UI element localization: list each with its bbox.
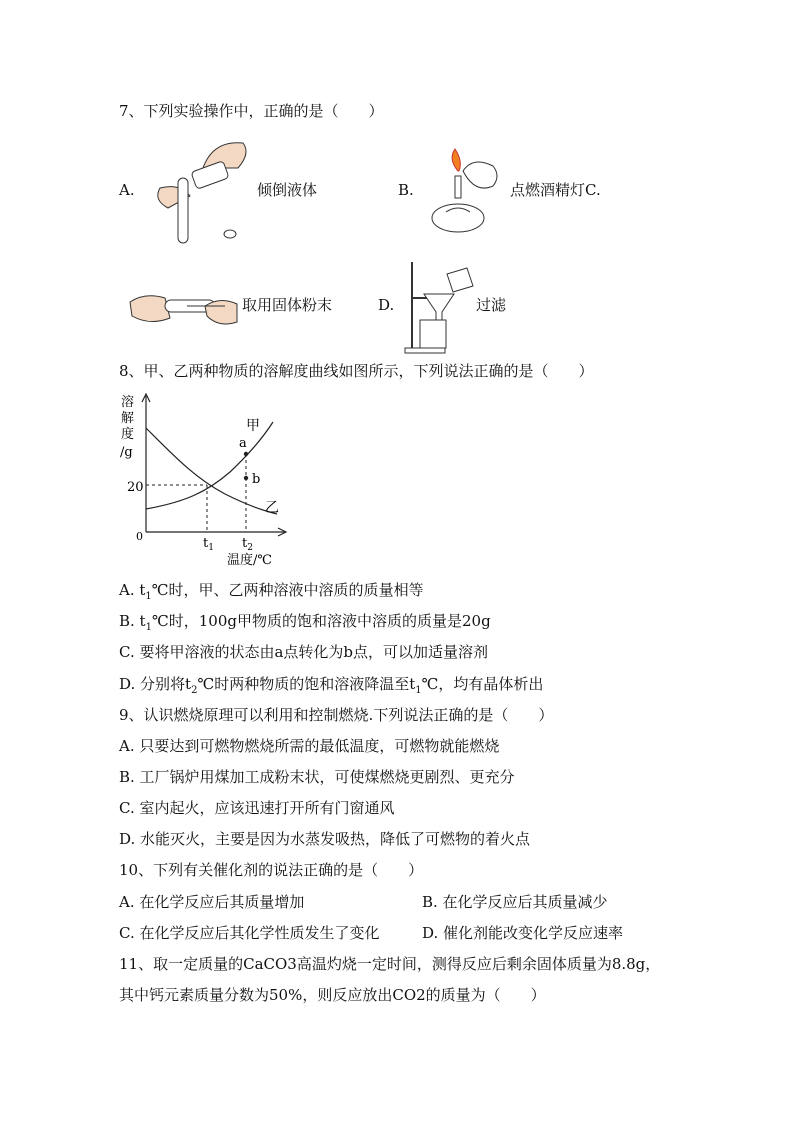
- y-label-char-4: /g: [120, 445, 133, 460]
- y-label-char-1: 溶: [121, 395, 135, 410]
- origin-label: 0: [136, 530, 143, 543]
- point-b-label: b: [252, 472, 261, 487]
- pour-liquid-image: [148, 138, 253, 248]
- y-label-char-3: 度: [121, 427, 135, 442]
- point-a-label: a: [239, 436, 247, 451]
- q10-option-b: B. 在化学反应后其质量减少: [422, 893, 608, 911]
- q9-option-b: B. 工厂锅炉用煤加工成粉末状，可使煤燃烧更剧烈、更充分: [119, 768, 515, 786]
- filtration-setup-image: [402, 258, 477, 354]
- q9-option-d: D. 水能灭火，主要是因为水蒸发吸热，降低了可燃物的着火点: [119, 830, 531, 848]
- q9-option-c: C. 室内起火，应该迅速打开所有门窗通风: [119, 799, 395, 817]
- q7-option-a-letter: A.: [119, 181, 135, 199]
- q7-option-a-text: 倾倒液体: [257, 181, 318, 199]
- q7-option-d-text: 过滤: [476, 296, 507, 314]
- q7-option-c-text: 取用固体粉末: [242, 296, 333, 314]
- q10-option-c: C. 在化学反应后其化学性质发生了变化: [119, 924, 380, 942]
- q8-option-b: B. $t_1℃$时，100g甲物质的饱和溶液中溶质的质量是20g: [119, 612, 491, 633]
- take-solid-powder-image: [127, 288, 239, 330]
- x-axis-label: 温度/℃: [227, 553, 272, 568]
- curve-yi: [146, 428, 277, 514]
- q11-line-2: 其中钙元素质量分数为50%，则反应放出CO2的质量为（ ）: [119, 986, 546, 1004]
- q8-option-c: C. 要将甲溶液的状态由a点转化为b点，可以加适量溶剂: [119, 643, 489, 661]
- light-alcohol-lamp-image: [428, 146, 508, 238]
- point-a: [244, 452, 248, 456]
- q9-stem: 9、认识燃烧原理可以利用和控制燃烧.下列说法正确的是（ ）: [119, 706, 554, 724]
- q8-stem: 8、甲、乙两种物质的溶解度曲线如图所示，下列说法正确的是（ ）: [119, 362, 594, 380]
- q10-stem: 10、下列有关催化剂的说法正确的是（ ）: [119, 861, 424, 879]
- y-tick-20: 20: [127, 480, 144, 495]
- x-tick-t2: $t_2$: [242, 536, 253, 553]
- q8-option-d: D. 分别将$t_2℃$时两种物质的饱和溶液降温至$t_1℃$，均有晶体析出: [119, 675, 544, 696]
- x-tick-t1: $t_1$: [203, 536, 214, 553]
- point-b: [244, 476, 248, 480]
- q9-option-a: A. 只要达到可燃物燃烧所需的最低温度，可燃物就能燃烧: [119, 737, 500, 755]
- curve-jia: [146, 422, 273, 509]
- q10-option-d: D. 催化剂能改变化学反应速率: [422, 924, 624, 942]
- q7-option-b-text: 点燃酒精灯C.: [510, 181, 601, 199]
- q7-option-d-letter: D.: [378, 296, 395, 314]
- curve-jia-label: 甲: [246, 418, 260, 434]
- q11-line-1: 11、取一定质量的CaCO3高温灼烧一定时间，测得反应后剩余固体质量为8.8g，: [119, 955, 661, 973]
- q7-option-b-letter: B.: [398, 181, 414, 199]
- q8-option-a: A. $t_1℃$时，甲、乙两种溶液中溶质的质量相等: [119, 581, 424, 602]
- solubility-curve-graph: [115, 392, 295, 570]
- q7-stem: 7、下列实验操作中，正确的是（ ）: [119, 102, 384, 120]
- y-label-char-2: 解: [121, 411, 135, 426]
- curve-yi-label: 乙: [265, 500, 279, 516]
- q10-option-a: A. 在化学反应后其质量增加: [119, 893, 305, 911]
